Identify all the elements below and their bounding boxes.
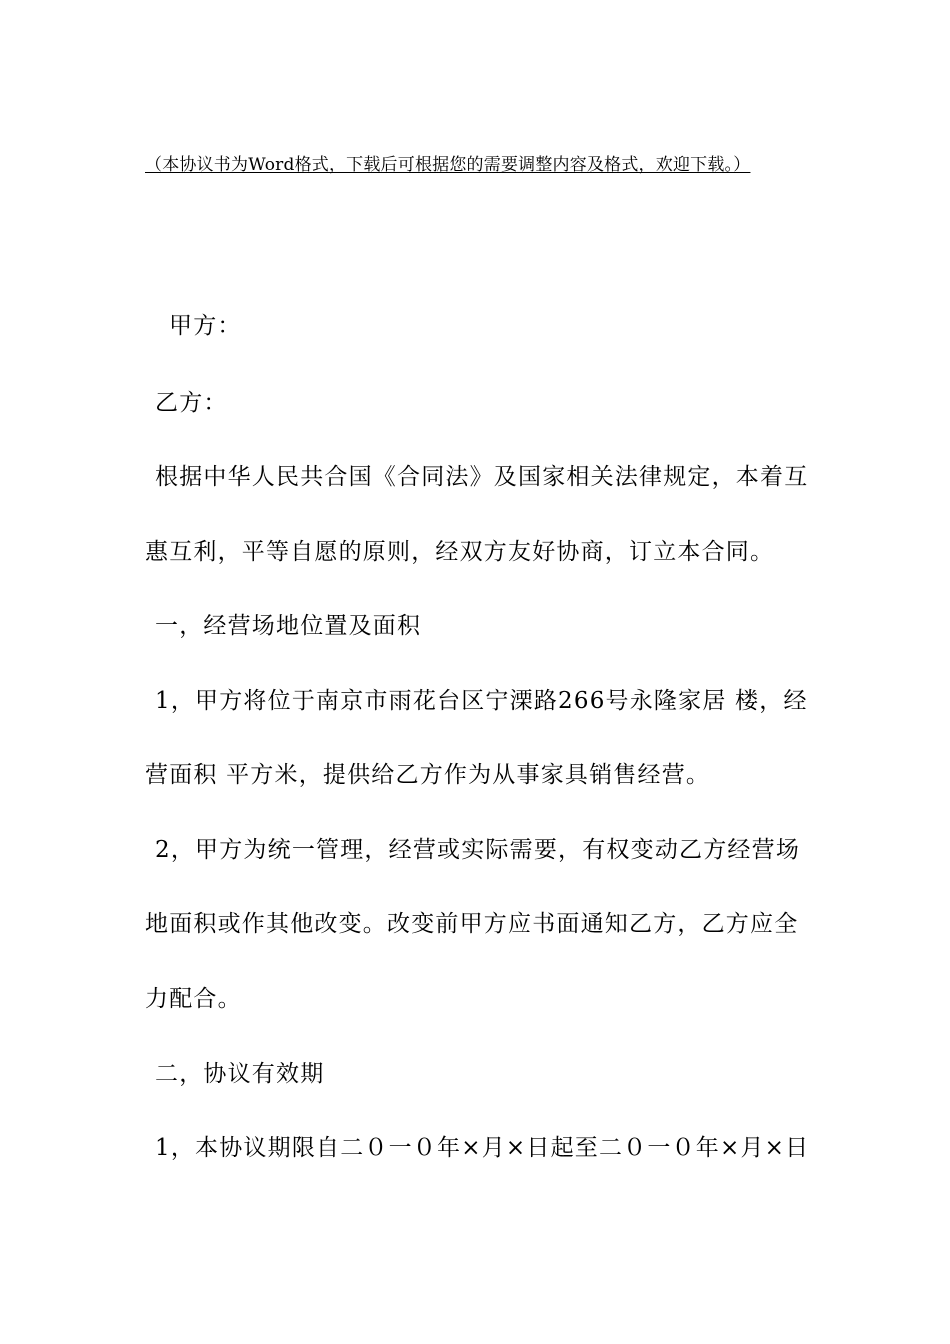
format-note: （本协议书为Word格式，下载后可根据您的需要调整内容及格式，欢迎下载。） (145, 155, 751, 175)
section-2-title: 二，协议有效期 (155, 1061, 325, 1087)
intro-line-1: 根据中华人民共合国《合同法》及国家相关法律规定，本着互 (155, 464, 809, 490)
clause-1-2-line-3: 力配合。 (145, 986, 242, 1012)
clause-1-1-line-2: 营面积 平方米，提供给乙方作为从事家具销售经营。 (145, 762, 711, 788)
clause-2-1-line-1: 1，本协议期限自二０一０年×月×日起至二０一０年×月×日 (155, 1135, 810, 1161)
clause-1-2-line-2: 地面积或作其他改变。改变前甲方应书面通知乙方，乙方应全 (145, 911, 799, 937)
party-a-label: 甲方： (169, 313, 242, 339)
section-1-title: 一，经营场地位置及面积 (155, 613, 422, 639)
clause-1-1-line-1: 1，甲方将位于南京市雨花台区宁溧路266号永隆家居 楼，经 (155, 688, 808, 714)
party-b-label: 乙方： (155, 390, 228, 416)
intro-line-2: 惠互利，平等自愿的原则，经双方友好协商，订立本合同。 (145, 539, 775, 565)
clause-1-2-line-1: 2，甲方为统一管理，经营或实际需要，有权变动乙方经营场 (155, 837, 801, 863)
